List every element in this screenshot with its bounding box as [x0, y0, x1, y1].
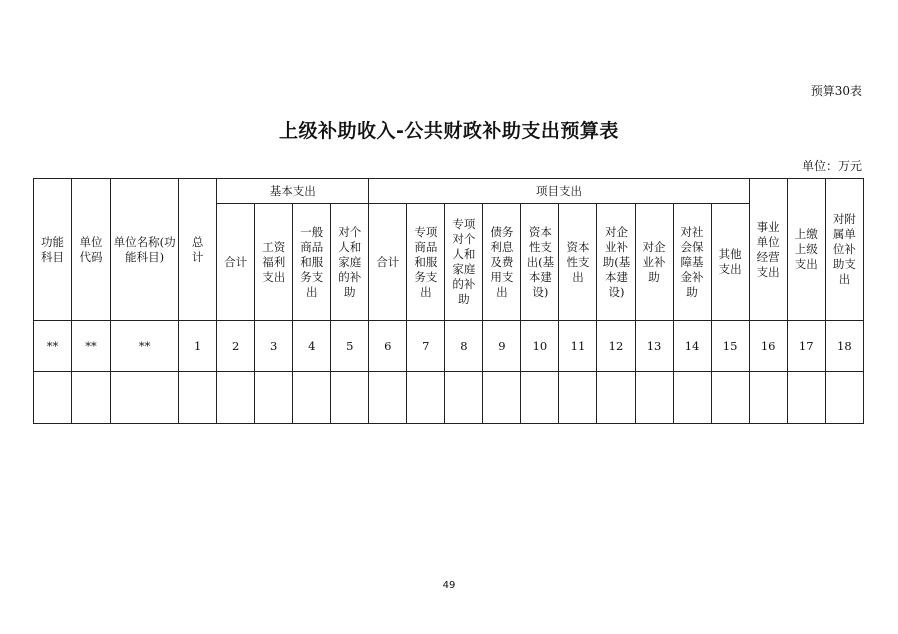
form-number: 预算30表 — [810, 84, 862, 98]
index-cell: 18 — [825, 321, 863, 372]
empty-cell — [34, 372, 72, 424]
header-project-debt-interest: 债务利息及费用支出 — [483, 204, 521, 321]
header-basic-household: 对个人和家庭的补助 — [331, 204, 369, 321]
index-cell: 3 — [255, 321, 293, 372]
index-cell: 8 — [445, 321, 483, 372]
empty-cell — [825, 372, 863, 424]
header-basic-group: 基本支出 — [217, 179, 369, 204]
page-title: 上级补助收入-公共财政补助支出预算表 — [279, 120, 619, 142]
header-project-enterprise-construction: 对企业补助(基本建设) — [597, 204, 635, 321]
header-project-capital-construction: 资本性支出(基本建设) — [521, 204, 559, 321]
index-cell: 7 — [407, 321, 445, 372]
empty-cell — [483, 372, 521, 424]
empty-cell — [331, 372, 369, 424]
header-project-household: 专项对个人和家庭的补助 — [445, 204, 483, 321]
empty-cell — [293, 372, 331, 424]
index-cell: 16 — [749, 321, 787, 372]
empty-cell — [597, 372, 635, 424]
budget-table — [33, 178, 864, 424]
header-project-social-security: 对社会保障基金补助 — [673, 204, 711, 321]
table-row-empty — [34, 372, 864, 424]
header-row-group — [34, 179, 864, 204]
header-unit-code: 单位代码 — [72, 179, 111, 321]
empty-cell — [559, 372, 597, 424]
index-cell: 2 — [217, 321, 255, 372]
header-project-enterprise: 对企业补助 — [635, 204, 673, 321]
empty-cell — [369, 372, 407, 424]
header-basic-goods-services: 一般商品和服务支出 — [293, 204, 331, 321]
empty-cell — [749, 372, 787, 424]
index-cell: 4 — [293, 321, 331, 372]
index-cell: 9 — [483, 321, 521, 372]
header-remit-superior: 上缴上级支出 — [787, 179, 825, 321]
index-cell: 6 — [369, 321, 407, 372]
index-cell: 12 — [597, 321, 635, 372]
empty-cell — [255, 372, 293, 424]
header-subsidiary-subsidy: 对附属单位补助支出 — [825, 179, 863, 321]
unit-label: 单位：万元 — [801, 159, 862, 173]
header-func-subject: 功能科目 — [34, 179, 72, 321]
empty-cell — [787, 372, 825, 424]
header-basic-wages: 工资福利支出 — [255, 204, 293, 321]
index-cell: 13 — [635, 321, 673, 372]
empty-cell — [711, 372, 749, 424]
header-unit-name: 单位名称(功能科目) — [111, 179, 179, 321]
header-business-expense: 事业单位经营支出 — [749, 179, 787, 321]
header-project-total: 合计 — [369, 204, 407, 321]
header-total: 总计 — [179, 179, 217, 321]
header-project-capital: 资本性支出 — [559, 204, 597, 321]
index-cell: 10 — [521, 321, 559, 372]
empty-cell — [72, 372, 111, 424]
empty-cell — [179, 372, 217, 424]
index-cell: ** — [72, 321, 111, 372]
empty-cell — [673, 372, 711, 424]
index-cell: 11 — [559, 321, 597, 372]
index-cell: 17 — [787, 321, 825, 372]
header-basic-total: 合计 — [217, 204, 255, 321]
page-number: 49 — [442, 580, 456, 591]
index-cell: 15 — [711, 321, 749, 372]
empty-cell — [407, 372, 445, 424]
index-cell: 5 — [331, 321, 369, 372]
header-project-goods-services: 专项商品和服务支出 — [407, 204, 445, 321]
index-cell: ** — [34, 321, 72, 372]
empty-cell — [521, 372, 559, 424]
header-project-other: 其他支出 — [711, 204, 749, 321]
index-cell: ** — [111, 321, 179, 372]
index-cell: 1 — [179, 321, 217, 372]
header-project-group: 项目支出 — [369, 179, 749, 204]
empty-cell — [217, 372, 255, 424]
empty-cell — [111, 372, 179, 424]
empty-cell — [635, 372, 673, 424]
table-row — [34, 321, 864, 372]
empty-cell — [445, 372, 483, 424]
index-cell: 14 — [673, 321, 711, 372]
